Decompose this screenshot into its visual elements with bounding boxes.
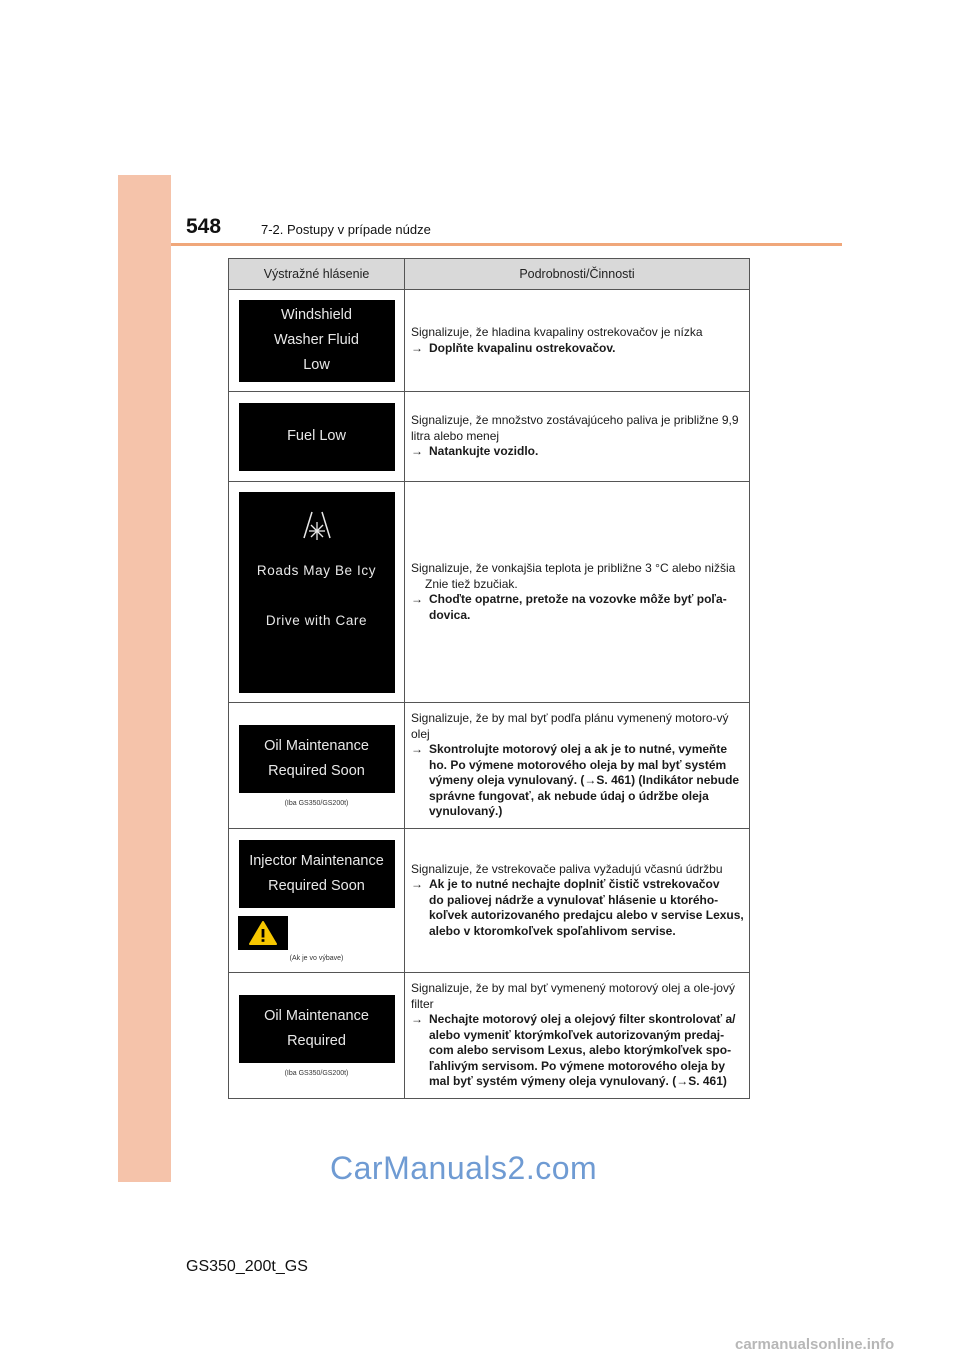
arrow-icon: → — [411, 444, 423, 459]
side-tab — [118, 175, 171, 1182]
details-cell — [405, 290, 750, 392]
model-note: (Iba GS350/GS200t) — [284, 1069, 349, 1077]
arrow-icon: → — [411, 1012, 423, 1027]
action-continued: ho. Po výmene motorového oleja by mal byť systém výmeny oleja vynulovaný. (→S. 461) (Indikátor nebude správne fungovať, ak nebude údaj o údržbe oleja vynulovaný.) — [429, 757, 740, 819]
action: → Nechajte motorový olej a olejový filter skontrolovať a/ — [411, 1012, 736, 1027]
message-cell — [229, 973, 405, 1099]
display-washer-fluid: Windshield Washer Fluid Low — [239, 300, 395, 382]
description: Signalizuje, že by mal byť vymenený motorový olej a ole-jový filter — [411, 981, 735, 1011]
arrow-icon: → — [411, 742, 423, 757]
description: Signalizuje, že vstrekovače paliva vyžadujú včasnú údržbu — [411, 861, 723, 876]
message-cell — [229, 703, 405, 829]
col-header-message: Výstražné hlásenie — [229, 259, 405, 290]
arrow-icon: → — [411, 877, 423, 892]
table-row — [229, 703, 750, 829]
action: → Ak je to nutné nechajte doplniť čistič vstrekovačov — [411, 877, 720, 892]
warning-table — [228, 258, 750, 1099]
buzzer-note: Znie tiež bzučiak. — [425, 576, 518, 591]
table-row — [229, 482, 750, 703]
action: → Skontrolujte motorový olej a ak je to nutné, vymeňte — [411, 742, 728, 757]
action-continued: dovica. — [429, 607, 471, 622]
action-continued: do paliovej nádrže a vynulovať hlásenie u ktorého-koľvek autorizovaného predajcu alebo v servise Lexus, alebo v ktoromkoľvek spoľahlivom servise. — [429, 892, 744, 938]
details-cell — [405, 703, 750, 829]
action: → Choďte opatrne, pretože na vozovke môže byť poľa- — [411, 592, 727, 606]
table-row — [229, 973, 750, 1099]
display-injector-maintenance: Injector Maintenance Required Soon — [239, 840, 395, 908]
message-cell — [229, 482, 405, 703]
display-oil-maintenance-soon: Oil Maintenance Required Soon — [239, 725, 395, 793]
table-row — [229, 290, 750, 392]
message-cell — [229, 290, 405, 392]
action: → Doplňte kvapalinu ostrekovačov. — [411, 340, 616, 355]
chapter-title: 7-2. Postupy v prípade núdze — [261, 222, 431, 237]
display-icy-roads: Roads May Be Icy Drive with Care — [239, 492, 395, 693]
watermark-secondary: carmanualsonline.info — [735, 1336, 895, 1353]
details-cell — [405, 392, 750, 482]
action-continued: alebo vymeniť ktorýmkoľvek autorizovaným predaj-com alebo servisom Lexus, alebo ktorýmkoľvek spo-ľahlivým servisom. Po výmene motorového oleja by mal byť systém výmeny oleja vynulovaný. (→S. 461) — [429, 1027, 732, 1089]
message-cell — [229, 829, 405, 973]
description: Signalizuje, že hladina kvapaliny ostrekovačov je nízka — [411, 325, 703, 339]
icy-road-icon — [297, 506, 337, 546]
arrow-icon: → — [411, 592, 423, 606]
header-rule — [171, 243, 842, 246]
display-fuel-low: Fuel Low — [239, 403, 395, 471]
table-header-row — [229, 259, 750, 290]
description: Signalizuje, že by mal byť podľa plánu vymenený motoro-vý olej — [411, 711, 729, 741]
display-oil-maintenance-required: Oil Maintenance Required — [239, 995, 395, 1063]
action: → Natankujte vozidlo. — [411, 444, 539, 459]
table-row — [229, 392, 750, 482]
warning-triangle-icon — [248, 920, 278, 946]
equipment-note: (Ak je vo výbave) — [289, 954, 344, 962]
footer-model: GS350_200t_GS — [186, 1258, 308, 1275]
arrow-icon: → — [411, 340, 423, 355]
warning-light-tile — [238, 916, 288, 950]
description: Signalizuje, že vonkajšia teplota je približne 3 °C alebo nižšia — [411, 561, 736, 575]
details-cell — [405, 482, 750, 703]
watermark-primary: CarManuals2.com — [330, 1150, 598, 1186]
page-number: 548 — [186, 215, 222, 238]
details-cell — [405, 973, 750, 1099]
details-cell — [405, 829, 750, 973]
message-cell — [229, 392, 405, 482]
model-note: (Iba GS350/GS200t) — [284, 799, 349, 807]
description: Signalizuje, že množstvo zostávajúceho paliva je približne 9,9 litra alebo menej — [411, 413, 739, 443]
col-header-details: Podrobnosti/Činnosti — [405, 259, 750, 290]
table-row — [229, 829, 750, 973]
